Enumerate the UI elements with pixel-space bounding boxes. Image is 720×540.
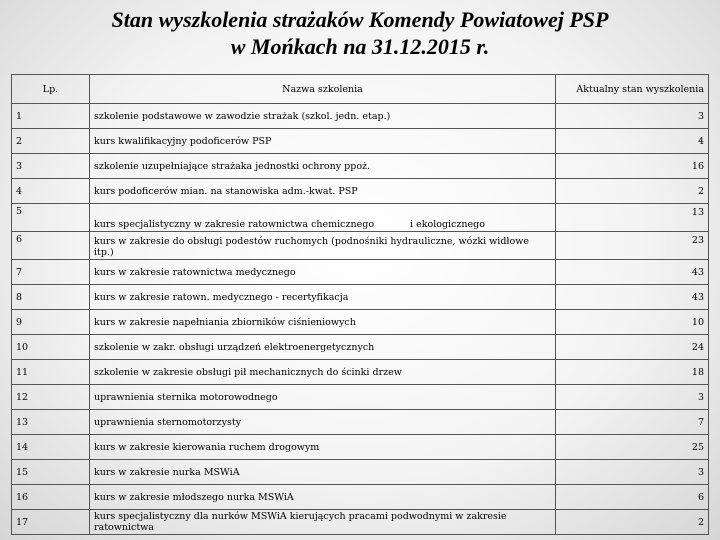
row-count: 25 xyxy=(556,435,709,460)
header-lp: Lp. xyxy=(12,75,90,104)
row-lp: 12 xyxy=(12,385,90,410)
row-name: kurs specjalistyczny dla nurków MSWiA kierujących pracami podwodnymi w zakresie ratownictwa xyxy=(90,510,556,535)
row-count: 24 xyxy=(556,335,709,360)
title-line-2: w Mońkach na 31.12.2015 r. xyxy=(230,34,490,59)
row-lp: 4 xyxy=(12,179,90,204)
row-lp: 13 xyxy=(12,410,90,435)
table-row xyxy=(12,285,709,310)
row-count: 43 xyxy=(556,260,709,285)
row-count: 16 xyxy=(556,154,709,179)
table-row xyxy=(12,410,709,435)
row-lp: 9 xyxy=(12,310,90,335)
row-count: 2 xyxy=(556,510,709,535)
row-lp: 11 xyxy=(12,360,90,385)
row-lp: 16 xyxy=(12,485,90,510)
row-name-part-1: kurs specjalistyczny w zakresie ratownictwa chemicznego xyxy=(94,219,375,230)
table-row xyxy=(12,485,709,510)
table-row xyxy=(12,435,709,460)
row-name: kurs w zakresie do obsługi podestów ruchomych (podnośniki hydrauliczne, wózki widłowe itp.) xyxy=(90,232,556,260)
row-count: 3 xyxy=(556,385,709,410)
row-lp: 1 xyxy=(12,104,90,129)
table-row xyxy=(12,510,709,535)
row-count: 18 xyxy=(556,360,709,385)
row-name-part-2: i ekologicznego xyxy=(410,219,485,230)
row-name: szkolenie w zakresie obsługi pił mechanicznych do ścinki drzew xyxy=(90,360,556,385)
row-lp: 3 xyxy=(12,154,90,179)
row-name: uprawnienia sternomotorzysty xyxy=(90,410,556,435)
row-count: 3 xyxy=(556,460,709,485)
row-count: 3 xyxy=(556,104,709,129)
table-row xyxy=(12,335,709,360)
row-name: szkolenie podstawowe w zawodzie strażak (szkol. jedn. etap.) xyxy=(90,104,556,129)
row-name: kurs w zakresie napełniania zbiorników ciśnieniowych xyxy=(90,310,556,335)
row-lp: 5 xyxy=(12,204,90,232)
title-line-1: Stan wyszkolenia strażaków Komendy Powiatowej PSP xyxy=(111,7,609,32)
row-count: 4 xyxy=(556,129,709,154)
row-lp: 2 xyxy=(12,129,90,154)
row-lp: 14 xyxy=(12,435,90,460)
row-name: szkolenie w zakr. obsługi urządzeń elektroenergetycznych xyxy=(90,335,556,360)
row-lp: 17 xyxy=(12,510,90,535)
row-count: 7 xyxy=(556,410,709,435)
row-count: 13 xyxy=(556,204,709,232)
row-count: 23 xyxy=(556,232,709,260)
training-table xyxy=(11,74,709,535)
page-title xyxy=(0,6,720,60)
row-count: 6 xyxy=(556,485,709,510)
table-row xyxy=(12,360,709,385)
row-count: 2 xyxy=(556,179,709,204)
table-row xyxy=(12,204,709,232)
table-row xyxy=(12,310,709,335)
row-name: kurs w zakresie kierowania ruchem drogowym xyxy=(90,435,556,460)
row-count: 43 xyxy=(556,285,709,310)
table-row xyxy=(12,460,709,485)
header-name: Nazwa szkolenia xyxy=(90,75,556,104)
row-name: kurs w zakresie nurka MSWiA xyxy=(90,460,556,485)
row-name: uprawnienia sternika motorowodnego xyxy=(90,385,556,410)
table-row xyxy=(12,260,709,285)
row-name: kurs podoficerów mian. na stanowiska adm.-kwat. PSP xyxy=(90,179,556,204)
table-row xyxy=(12,385,709,410)
table-row xyxy=(12,232,709,260)
row-name: kurs w zakresie ratownictwa medycznego xyxy=(90,260,556,285)
row-lp: 7 xyxy=(12,260,90,285)
row-count: 10 xyxy=(556,310,709,335)
table-row xyxy=(12,154,709,179)
table-header-row xyxy=(12,75,709,104)
row-name: kurs w zakresie ratown. medycznego - recertyfikacja xyxy=(90,285,556,310)
table-row xyxy=(12,104,709,129)
table-row xyxy=(12,179,709,204)
row-name: szkolenie uzupełniające strażaka jednostki ochrony ppoż. xyxy=(90,154,556,179)
table-row xyxy=(12,129,709,154)
row-lp: 15 xyxy=(12,460,90,485)
row-name: kurs w zakresie młodszego nurka MSWiA xyxy=(90,485,556,510)
header-count: Aktualny stan wyszkolenia xyxy=(556,75,709,104)
row-lp: 10 xyxy=(12,335,90,360)
row-lp: 8 xyxy=(12,285,90,310)
row-lp: 6 xyxy=(12,232,90,260)
row-name: kurs kwalifikacyjny podoficerów PSP xyxy=(90,129,556,154)
row-name xyxy=(90,204,556,232)
